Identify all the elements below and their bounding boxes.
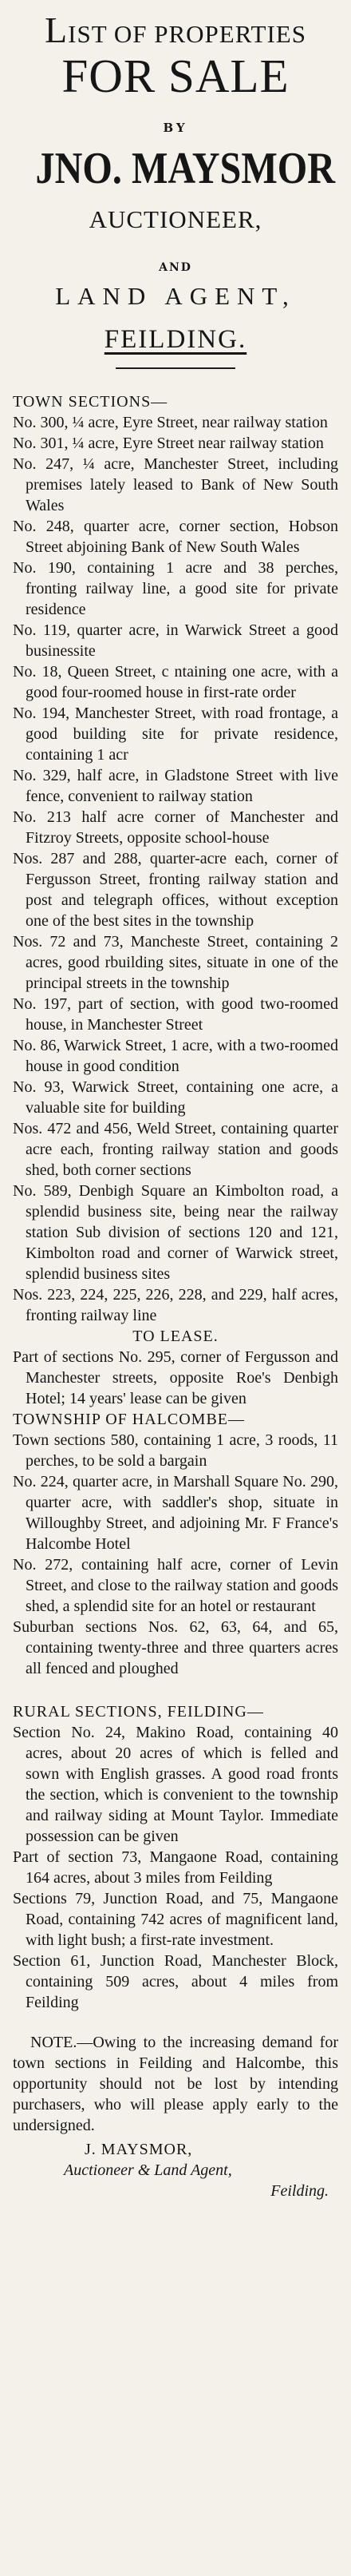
by-label: BY <box>163 121 188 136</box>
list-item: No. 247, ¼ acre, Manchester Street, including premises lately leased to Bank of New South Wales <box>13 455 338 515</box>
list-item: Nos. 223, 224, 225, 226, 228, and 229, half acres, fronting railway line <box>13 1286 338 1325</box>
for-sale-heading: FOR SALE <box>61 50 290 103</box>
halcombe-list <box>13 1430 338 1679</box>
list-item: No. 272, containing half acre, corner of Levin Street, and close to the railway station and goods shed, a splendid site for an hotel or restaurant <box>13 1556 338 1616</box>
list-heading-initial: L <box>45 10 69 50</box>
list-item: No. 300, ¼ acre, Eyre Street, near railway station <box>13 414 328 432</box>
land-agent-heading: LAND AGENT, <box>55 282 296 311</box>
list-item: No. 119, quarter acre, in Warwick Street a good businessite <box>13 621 338 661</box>
list-item: No. 197, part of section, with good two-roomed house, in Manchester Street <box>13 995 338 1034</box>
list-item: No. 213 half acre corner of Manchester and Fitzroy Streets, opposite school-house <box>13 808 338 847</box>
divider-rule <box>116 367 235 369</box>
list-item: No. 18, Queen Street, c ntaining one acre, with a good four-roomed house in first-rate order <box>13 663 338 702</box>
list-item: Nos. 287 and 288, quarter-acre each, corner of Fergusson Street, fronting railway station and post and telegraph offices, without exception one of the best sites in the township <box>13 850 338 931</box>
list-heading-rest: IST OF PROPERTIES <box>68 20 306 48</box>
signature-role: Auctioneer & Land Agent, <box>64 2161 232 2180</box>
list-item: Part of sections No. 295, corner of Fergusson and Manchester streets, opposite Roe's Denbigh Hotel; 14 years' lease can be given <box>13 1348 338 1408</box>
signature-name: J. MAYSMOR, <box>85 2141 193 2159</box>
list-item: No. 589, Denbigh Square an Kimbolton road, a splendid business site, being near the railway station Sub division of sections 120 and 121, Kimbolton road and corner of Warwick street, splendid business sites <box>13 1182 338 1284</box>
rural-sections-title: RURAL SECTIONS, FEILDING— <box>13 1703 264 1721</box>
list-item: No. 194, Manchester Street, with road frontage, a good building site for private residence, containing 1 acr <box>13 705 338 764</box>
signature-place: Feilding. <box>270 2182 329 2201</box>
place-heading: FEILDING. <box>104 325 247 355</box>
town-sections-list <box>13 412 338 1326</box>
to-lease-list <box>13 1347 338 1409</box>
list-item: No. 93, Warwick Street, containing one acre, a valuable site for building <box>13 1078 338 1117</box>
town-sections-title: TOWN SECTIONS— <box>13 393 168 411</box>
and-label: AND <box>159 261 192 275</box>
list-item: Section 61, Junction Road, Manchester Block, containing 509 acres, about 4 miles from Feilding <box>13 1952 338 2012</box>
rural-sections-list <box>13 1722 338 2013</box>
list-item: No. 248, quarter acre, corner section, Hobson Street abjoining Bank of New South Wales <box>13 518 338 557</box>
note-paragraph: NOTE.—Owing to the increasing demand for town sections in Feilding and Halcombe, this opportunity should not be lost by intending purchasers, who will please apply early to the undersigned. <box>13 2034 338 2135</box>
list-item: Town sections 580, containing 1 acre, 3 roods, 11 perches, to be sold a bargain <box>13 1431 338 1471</box>
list-item: No. 86, Warwick Street, 1 acre, with a two-roomed house in good condition <box>13 1037 338 1076</box>
list-item: Nos. 472 and 456, Weld Street, containing quarter acre each, fronting railway station and goods shed, both corner sections <box>13 1120 338 1180</box>
list-item: No. 329, half acre, in Gladstone Street with live fence, convenient to railway station <box>13 767 338 806</box>
list-heading <box>13 11 338 50</box>
list-item: No. 224, quarter acre, in Marshall Square No. 290, quarter acre, with saddler's shop, situate in Willoughby Street, and adjoining Mr. F France's Halcombe Hotel <box>13 1473 338 1554</box>
list-item: Nos. 72 and 73, Mancheste Street, containing 2 acres, good rbuilding sites, situate in one of the principal streets in the township <box>13 933 338 993</box>
list-item: No. 301, ¼ acre, Eyre Street near railway station <box>13 435 324 453</box>
halcombe-title: TOWNSHIP OF HALCOMBE— <box>13 1411 246 1429</box>
list-item: Sections 79, Junction Road, and 75, Mangaone Road, containing 742 acres of magnificent land, with light bush; a first-rate investment. <box>13 1890 338 1950</box>
list-item: No. 190, containing 1 acre and 38 perches, fronting railway line, a good site for private residence <box>13 559 338 619</box>
list-item: Section No. 24, Makino Road, containing 40 acres, about 20 acres of which is felled and sown with English grasses. A good road fronts the section, which is convenient to the township and railway siding at Mount Taylor. Immediate possession can be given <box>13 1724 338 1846</box>
auctioneer-role: AUCTIONEER, <box>89 205 262 234</box>
list-item: Part of section 73, Mangaone Road, containing 164 acres, about 3 miles from Feilding <box>13 1848 338 1887</box>
auctioneer-name: JNO. MAYSMOR <box>35 144 336 194</box>
to-lease-title: TO LEASE. <box>132 1328 219 1346</box>
list-item: Suburban sections Nos. 62, 63, 64, and 65, containing twenty-three and three quarters acres all fenced and ploughed <box>13 1618 338 1678</box>
